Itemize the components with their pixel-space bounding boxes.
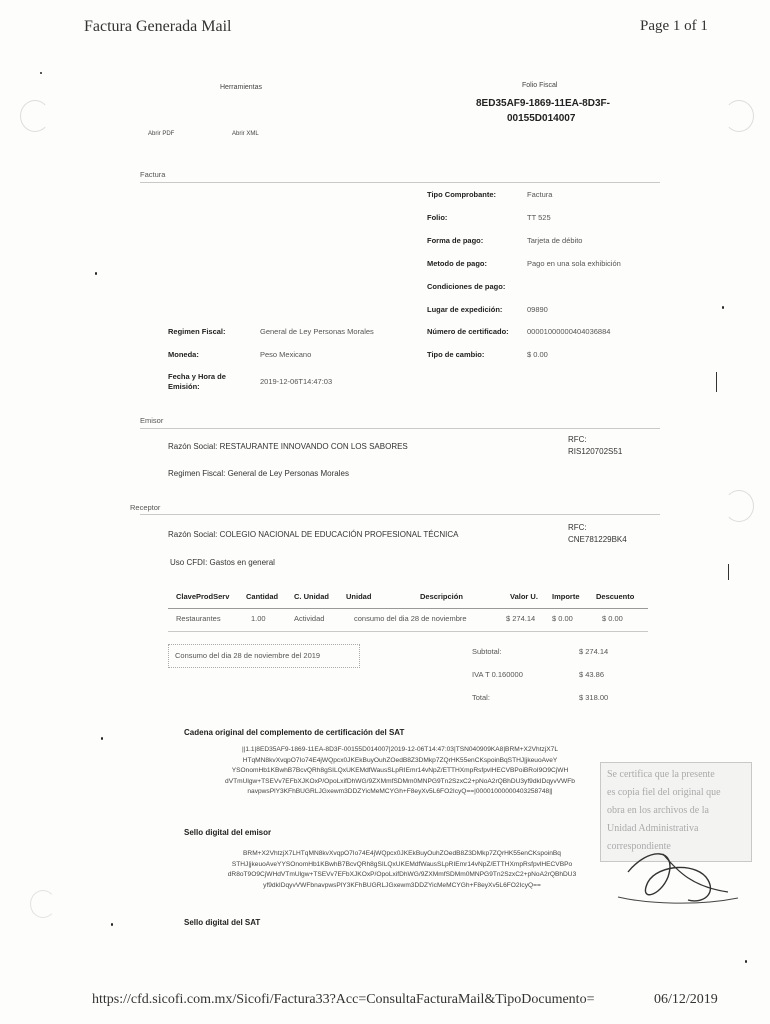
stamp-line: es copia fiel del original que <box>607 787 721 798</box>
field-label: Moneda: <box>168 350 199 359</box>
sello-line: dR8oT9O9CjWHdVTmUlgw+TSEVv7EFbXJKOxP/OpoLxifDhWG/9ZXMmfSDMm0MNPG9Tn2SzxC2+pNoA2rQBhDU3 <box>227 871 577 879</box>
field-value: 00001000000404036884 <box>527 327 611 336</box>
field-value: Peso Mexicano <box>260 350 312 359</box>
scan-mark <box>728 564 729 580</box>
field-label: Lugar de expedición: <box>427 305 503 314</box>
table-cell: $ 274.14 <box>506 614 536 623</box>
column-header: Importe <box>552 592 580 601</box>
column-header: Descripción <box>420 592 463 601</box>
open-pdf-link[interactable]: Abrir PDF <box>148 131 175 137</box>
cadena-line: navpwsPlY3KFhBUGRLJGxewm3DDZYicMeMCYGh+F8eyXv5L6FO2IcyQ==|00001000000403258748|| <box>247 788 553 796</box>
column-header: ClaveProdServ <box>176 592 230 601</box>
table-row-divider <box>168 631 648 632</box>
cadena-text <box>200 745 600 798</box>
emisor-razon-social: Razón Social: RESTAURANTE INNOVANDO CON LOS SABORES <box>168 442 408 451</box>
total-value: $ 318.00 <box>579 693 609 702</box>
field-label: Regimen Fiscal: <box>168 327 226 336</box>
field-label: Metodo de pago: <box>427 259 487 268</box>
footer-url: https://cfd.sicofi.com.mx/Sicofi/Factura33?Acc=ConsultaFacturaMail&TipoDocumento= <box>92 992 595 1007</box>
punch-hole-arc <box>724 490 754 522</box>
field-value: Pago en una sola exhibición <box>527 259 621 268</box>
table-header <box>168 592 648 604</box>
iva-label: IVA T 0.160000 <box>472 670 523 679</box>
cadena-line: YSOnomHb1KBwhB7BcvQRh8gSILQxUKEMdfWausSLpRIEmr14vNpZ/ETTHXmpRsfpvlHECVBPoiBRoI9O9CjWH <box>231 767 569 775</box>
handwritten-signature <box>608 842 748 912</box>
page-indicator: Page 1 of 1 <box>640 18 708 34</box>
field-label: Fecha y Hora de Emisión: <box>168 372 226 391</box>
cadena-title: Cadena original del complemento de certificación del SAT <box>184 728 405 737</box>
column-header: Cantidad <box>246 592 279 601</box>
cadena-line: HTqMN8kvXvqpO7Io74E4jWQpcx0JKEkBuyOuhZOedB8Z3DMkp7ZQrHK55enCKspoinBqSTHJ|jkeuoAveY <box>242 756 558 764</box>
scan-mark <box>716 372 717 392</box>
table-cell: Restaurantes <box>176 614 221 623</box>
stamp-line: Unidad Administrativa <box>607 823 699 834</box>
total-label: Total: <box>472 693 490 702</box>
receptor-section-label: Receptor <box>130 503 161 512</box>
stamp-line: Se certifica que la presente <box>607 769 715 780</box>
scan-speck <box>722 306 724 309</box>
table-cell: Actividad <box>294 614 325 623</box>
scan-speck <box>101 737 103 740</box>
field-value: Tarjeta de débito <box>527 236 583 245</box>
column-header: C. Unidad <box>294 592 329 601</box>
footer-print-date: 06/12/2019 <box>654 992 718 1007</box>
field-value: Factura <box>527 190 553 199</box>
scan-speck <box>40 72 42 74</box>
receptor-divider <box>140 514 660 515</box>
field-value: 2019-12-06T14:47:03 <box>260 377 333 386</box>
page-title: Factura Generada Mail <box>84 18 232 35</box>
sello-line: BRM+X2VhtzjX7LHTqMN8kvXvqpO7Io74E4jWQpcx0JKEkBuyOuhZOedB8Z3DMkp7ZQrHK55enCKspoinBq <box>243 850 561 857</box>
stamp-line: correspondiente <box>607 841 671 852</box>
field-value: TT 525 <box>527 213 551 222</box>
receptor-rfc-label: RFC: <box>568 523 587 532</box>
receptor-razon-social: Razón Social: COLEGIO NACIONAL DE EDUCACIÓN PROFESIONAL TÉCNICA <box>168 530 459 539</box>
table-cell: $ 0.00 <box>552 614 573 623</box>
column-header: Unidad <box>346 592 372 601</box>
column-header: Valor U. <box>510 592 538 601</box>
sello-emisor-title: Sello digital del emisor <box>184 828 272 837</box>
subtotal-label: Subtotal: <box>472 647 502 656</box>
field-label: Forma de pago: <box>427 236 484 245</box>
field-value: 09890 <box>527 305 548 314</box>
note-box <box>168 644 360 668</box>
field-label: Folio: <box>427 213 448 222</box>
punch-hole-arc <box>20 100 50 132</box>
open-xml-link[interactable]: Abrir XML <box>232 131 259 137</box>
stamp-line: obra en los archivos de la <box>607 805 709 816</box>
field-label: Condiciones de pago: <box>427 282 506 291</box>
receptor-uso-cfdi: Uso CFDI: Gastos en general <box>170 558 275 567</box>
table-row <box>168 614 648 626</box>
field-label: Tipo de cambio: <box>427 350 485 359</box>
table-cell: $ 0.00 <box>602 614 623 623</box>
table-header-divider <box>168 608 648 609</box>
table-cell: consumo del dia 28 de noviembre <box>354 614 467 623</box>
sello-emisor-text <box>202 849 602 891</box>
folio-fiscal-line1: 8ED35AF9-1869-11EA-8D3F- <box>476 98 610 109</box>
folio-fiscal-line2: 00155D014007 <box>507 113 576 124</box>
emisor-section-label: Emisor <box>140 416 164 425</box>
sello-line: STHJ|jkeuoAveYYSOnomHb1KBwhB7BcvQRh8gSILQxUKEMdfWausSLpRIEmr14vNpZ/ETTHXmpRsfpvlHECVBPo <box>231 860 573 868</box>
punch-hole-arc <box>724 100 754 132</box>
emisor-rfc-value: RIS120702S51 <box>568 447 623 456</box>
scan-speck <box>95 272 97 275</box>
tools-label: Herramientas <box>220 84 263 91</box>
note-text: Consumo del dia 28 de noviembre del 2019 <box>175 651 321 660</box>
folio-fiscal-label: Folio Fiscal <box>522 82 558 89</box>
field-value: $ 0.00 <box>527 350 548 359</box>
scan-speck <box>745 960 747 963</box>
receptor-rfc-value: CNE781229BK4 <box>568 535 627 544</box>
scan-speck <box>111 923 113 926</box>
emisor-regimen: Regimen Fiscal: General de Ley Personas Morales <box>168 469 349 478</box>
cadena-line: ||1.1|8ED35AF9-1869-11EA-8D3F-00155D014007|2019-12-06T14:47:03|TSN040909KA8|BRM+X2VhtzjX7L <box>241 746 559 753</box>
emisor-divider <box>140 428 660 429</box>
factura-divider <box>140 182 660 183</box>
table-cell: 1.00 <box>251 614 266 623</box>
cadena-line: dVTmUlgw+TSEVv7EFbXJKOxP/OpoLxifDhWG/9ZXMmfSDMm0MNPG9Tn2SzxC2+pNoA2rQBhDU3yf9dkIDqyvVWFb <box>225 777 575 785</box>
subtotal-value: $ 274.14 <box>579 647 609 656</box>
punch-hole-arc <box>30 890 56 918</box>
column-header: Descuento <box>596 592 635 601</box>
iva-value: $ 43.86 <box>579 670 605 679</box>
factura-section-label: Factura <box>140 170 166 179</box>
field-label: Tipo Comprobante: <box>427 190 497 199</box>
field-value: General de Ley Personas Morales <box>260 327 374 336</box>
sello-sat-title: Sello digital del SAT <box>184 918 261 927</box>
sello-line: yf9dkIDqyvVWFbnavpwsPlY3KFhBUGRLJGxewm3DDZYicMeMCYGh+F8eyXv5L6FO2IcyQ== <box>263 881 541 889</box>
emisor-rfc-label: RFC: <box>568 435 587 444</box>
field-label: Número de certificado: <box>427 327 509 336</box>
